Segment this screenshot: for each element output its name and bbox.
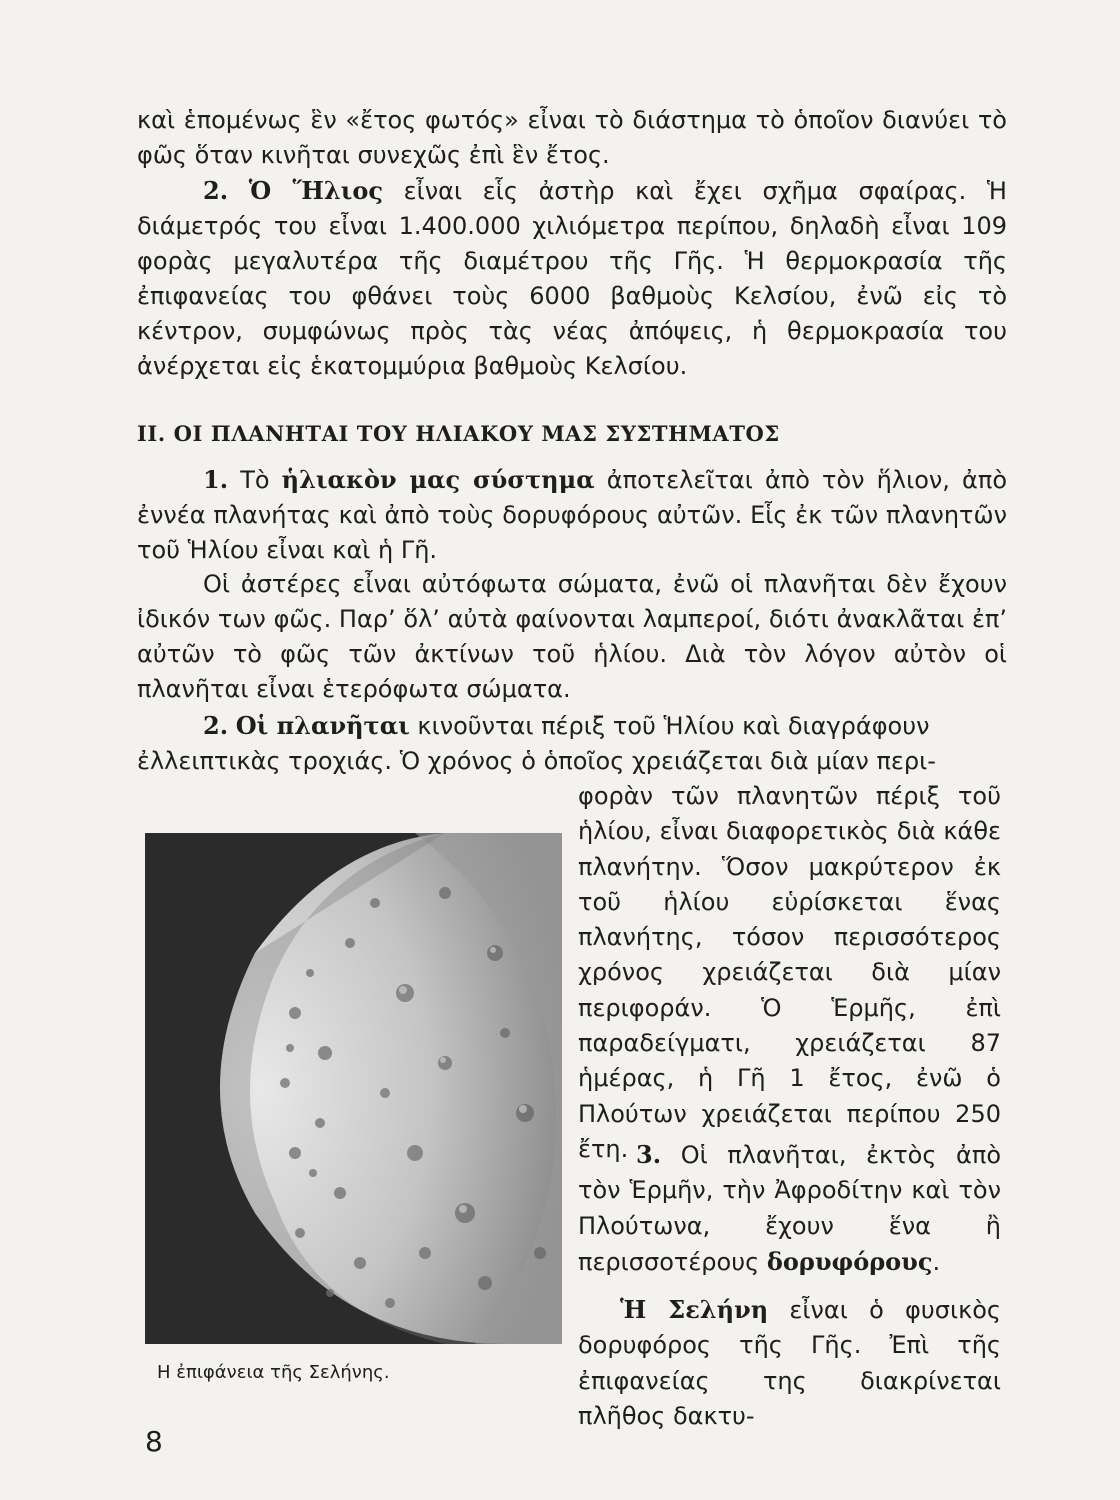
orbit-para-number: 2. <box>203 711 229 740</box>
solar-system-paragraph <box>137 462 1007 568</box>
sun-para-number: 2. <box>203 176 229 205</box>
system-para-term: ἡλιακὸν μας σύστημα <box>281 465 595 494</box>
section-heading: II. ΟΙ ΠΛΑΝΗΤΑΙ ΤΟΥ ΗΛΙΑΚΟΥ ΜΑΣ ΣΥΣΤΗΜΑΤΟΣ <box>137 421 780 446</box>
satellites-para-text: Οἱ πλανῆται, ἐκτὸς ἀπὸ τὸν Ἑρμῆν, τὴν Ἀφροδίτην καὶ τὸν Πλούτωνα, ἔχουν ἕνα ἢ περισσοτέρους <box>578 1141 1001 1276</box>
orbit-para-column: φορὰν τῶν πλανητῶν πέριξ τοῦ ἡλίου, εἶναι διαφορετικὸς διὰ κάθε πλανήτην. Ὅσον μακρύτερον ἐκ τοῦ ἡλίου εὑρίσκεται ἕνας πλανήτης, τόσον περισσότερος χρόνος χρειάζεται διὰ μίαν περιφοράν. Ὁ Ἑρμῆς, ἐπὶ παραδείγματι, χρειάζεται 87 ἡμέρας, ἡ Γῆ 1 ἔτος, ἐνῶ ὁ Πλούτων χρειάζεται περίπου 250 ἔτη. <box>578 782 1001 1163</box>
satellites-para-end: . <box>932 1247 941 1276</box>
stars-paragraph <box>137 567 1007 707</box>
orbit-para-line2: ἐλλειπτικὰς τροχιάς. Ὁ χρόνος ὁ ὁποῖος χρειάζεται διὰ μίαν περι- <box>137 747 936 775</box>
page-number: 8 <box>145 1425 163 1458</box>
system-para-text: ἀποτελεῖται ἀπὸ τὸν ἥλιον, ἀπὸ ἐννέα πλανήτας καὶ ἀπὸ τοὺς δορυφόρους αὐτῶν. Εἷς ἐκ τῶν πλανητῶν τοῦ Ἡλίου εἶναι καὶ ἡ Γῆ. <box>137 466 1008 564</box>
sun-para-term: Ὁ Ἥλιος <box>248 176 383 205</box>
orbit-paragraph <box>137 708 1007 779</box>
figure-caption: Η ἐπιφάνεια τῆς Σελήνης. <box>157 1362 390 1383</box>
orbit-para-term: Οἱ πλανῆται <box>235 711 410 740</box>
satellites-para-term: δορυφόρους <box>766 1246 933 1276</box>
orbit-para-line1: κινοῦνται πέριξ τοῦ Ἡλίου καὶ διαγράφουν <box>417 712 930 740</box>
stars-text: Οἱ ἀστέρες εἶναι αὐτόφωτα σώματα, ἐνῶ οἱ πλανῆται δὲν ἔχουν ἰδικόν των φῶς. Παρ’ ὅλ’ αὐτὰ φαίνονται λαμπεροί, διότι ἀνακλᾶται ἐπ’ αὐτῶν τὸ φῶς τῶν ἀκτίνων τοῦ ἡλίου. Διὰ τὸν λόγον αὐτὸν οἱ πλανῆται εἶναι ἑτερόφωτα σώματα. <box>137 570 1007 703</box>
moon-para-term: Ἡ Σελήνη <box>620 1295 769 1324</box>
system-para-number: 1. <box>203 465 229 494</box>
moon-para-text: εἶναι ὁ φυσικὸς δορυφόρος τῆς Γῆς. Ἐπὶ τῆς ἐπιφανείας της διακρίνεται πλῆθος δακτυ- <box>578 1296 1001 1430</box>
sun-paragraph <box>137 173 1007 384</box>
system-para-pre: Τὸ <box>240 466 270 494</box>
satellites-para-number: 3. <box>636 1140 662 1169</box>
sun-para-text: εἶναι εἷς ἀστὴρ καὶ ἔχει σχῆμα σφαίρας. Ἡ διάμετρός του εἶναι 1.400.000 χιλιόμετρα περίπου, δηλαδὴ εἶναι 109 φορὰς μεγαλυτέρα τῆς διαμέτρου τῆς Γῆς. Ἡ θερμοκρασία τῆς ἐπιφανείας του φθάνει τοὺς 6000 βαθμοὺς Κελσίου, ἐνῶ εἰς τὸ κέντρον, συμφώνως πρὸς τὰς νέας ἀπόψεις, ἡ θερμοκρασία του ἀνέρχεται εἰς ἑκατομμύρια βαθμοὺς Κελσίου. <box>137 177 1007 380</box>
moon-paragraph <box>578 1292 1001 1434</box>
satellites-paragraph <box>578 1137 1001 1280</box>
orbit-column-text <box>578 779 1001 1167</box>
intro-paragraph <box>137 103 1007 173</box>
moon-surface-photo <box>145 833 562 1344</box>
intro-text: καὶ ἑπομένως ἓν «ἔτος φωτός» εἶναι τὸ διάστημα τὸ ὁποῖον διανύει τὸ φῶς ὅταν κινῆται συνεχῶς ἐπὶ ἓν ἔτος. <box>137 106 1007 169</box>
